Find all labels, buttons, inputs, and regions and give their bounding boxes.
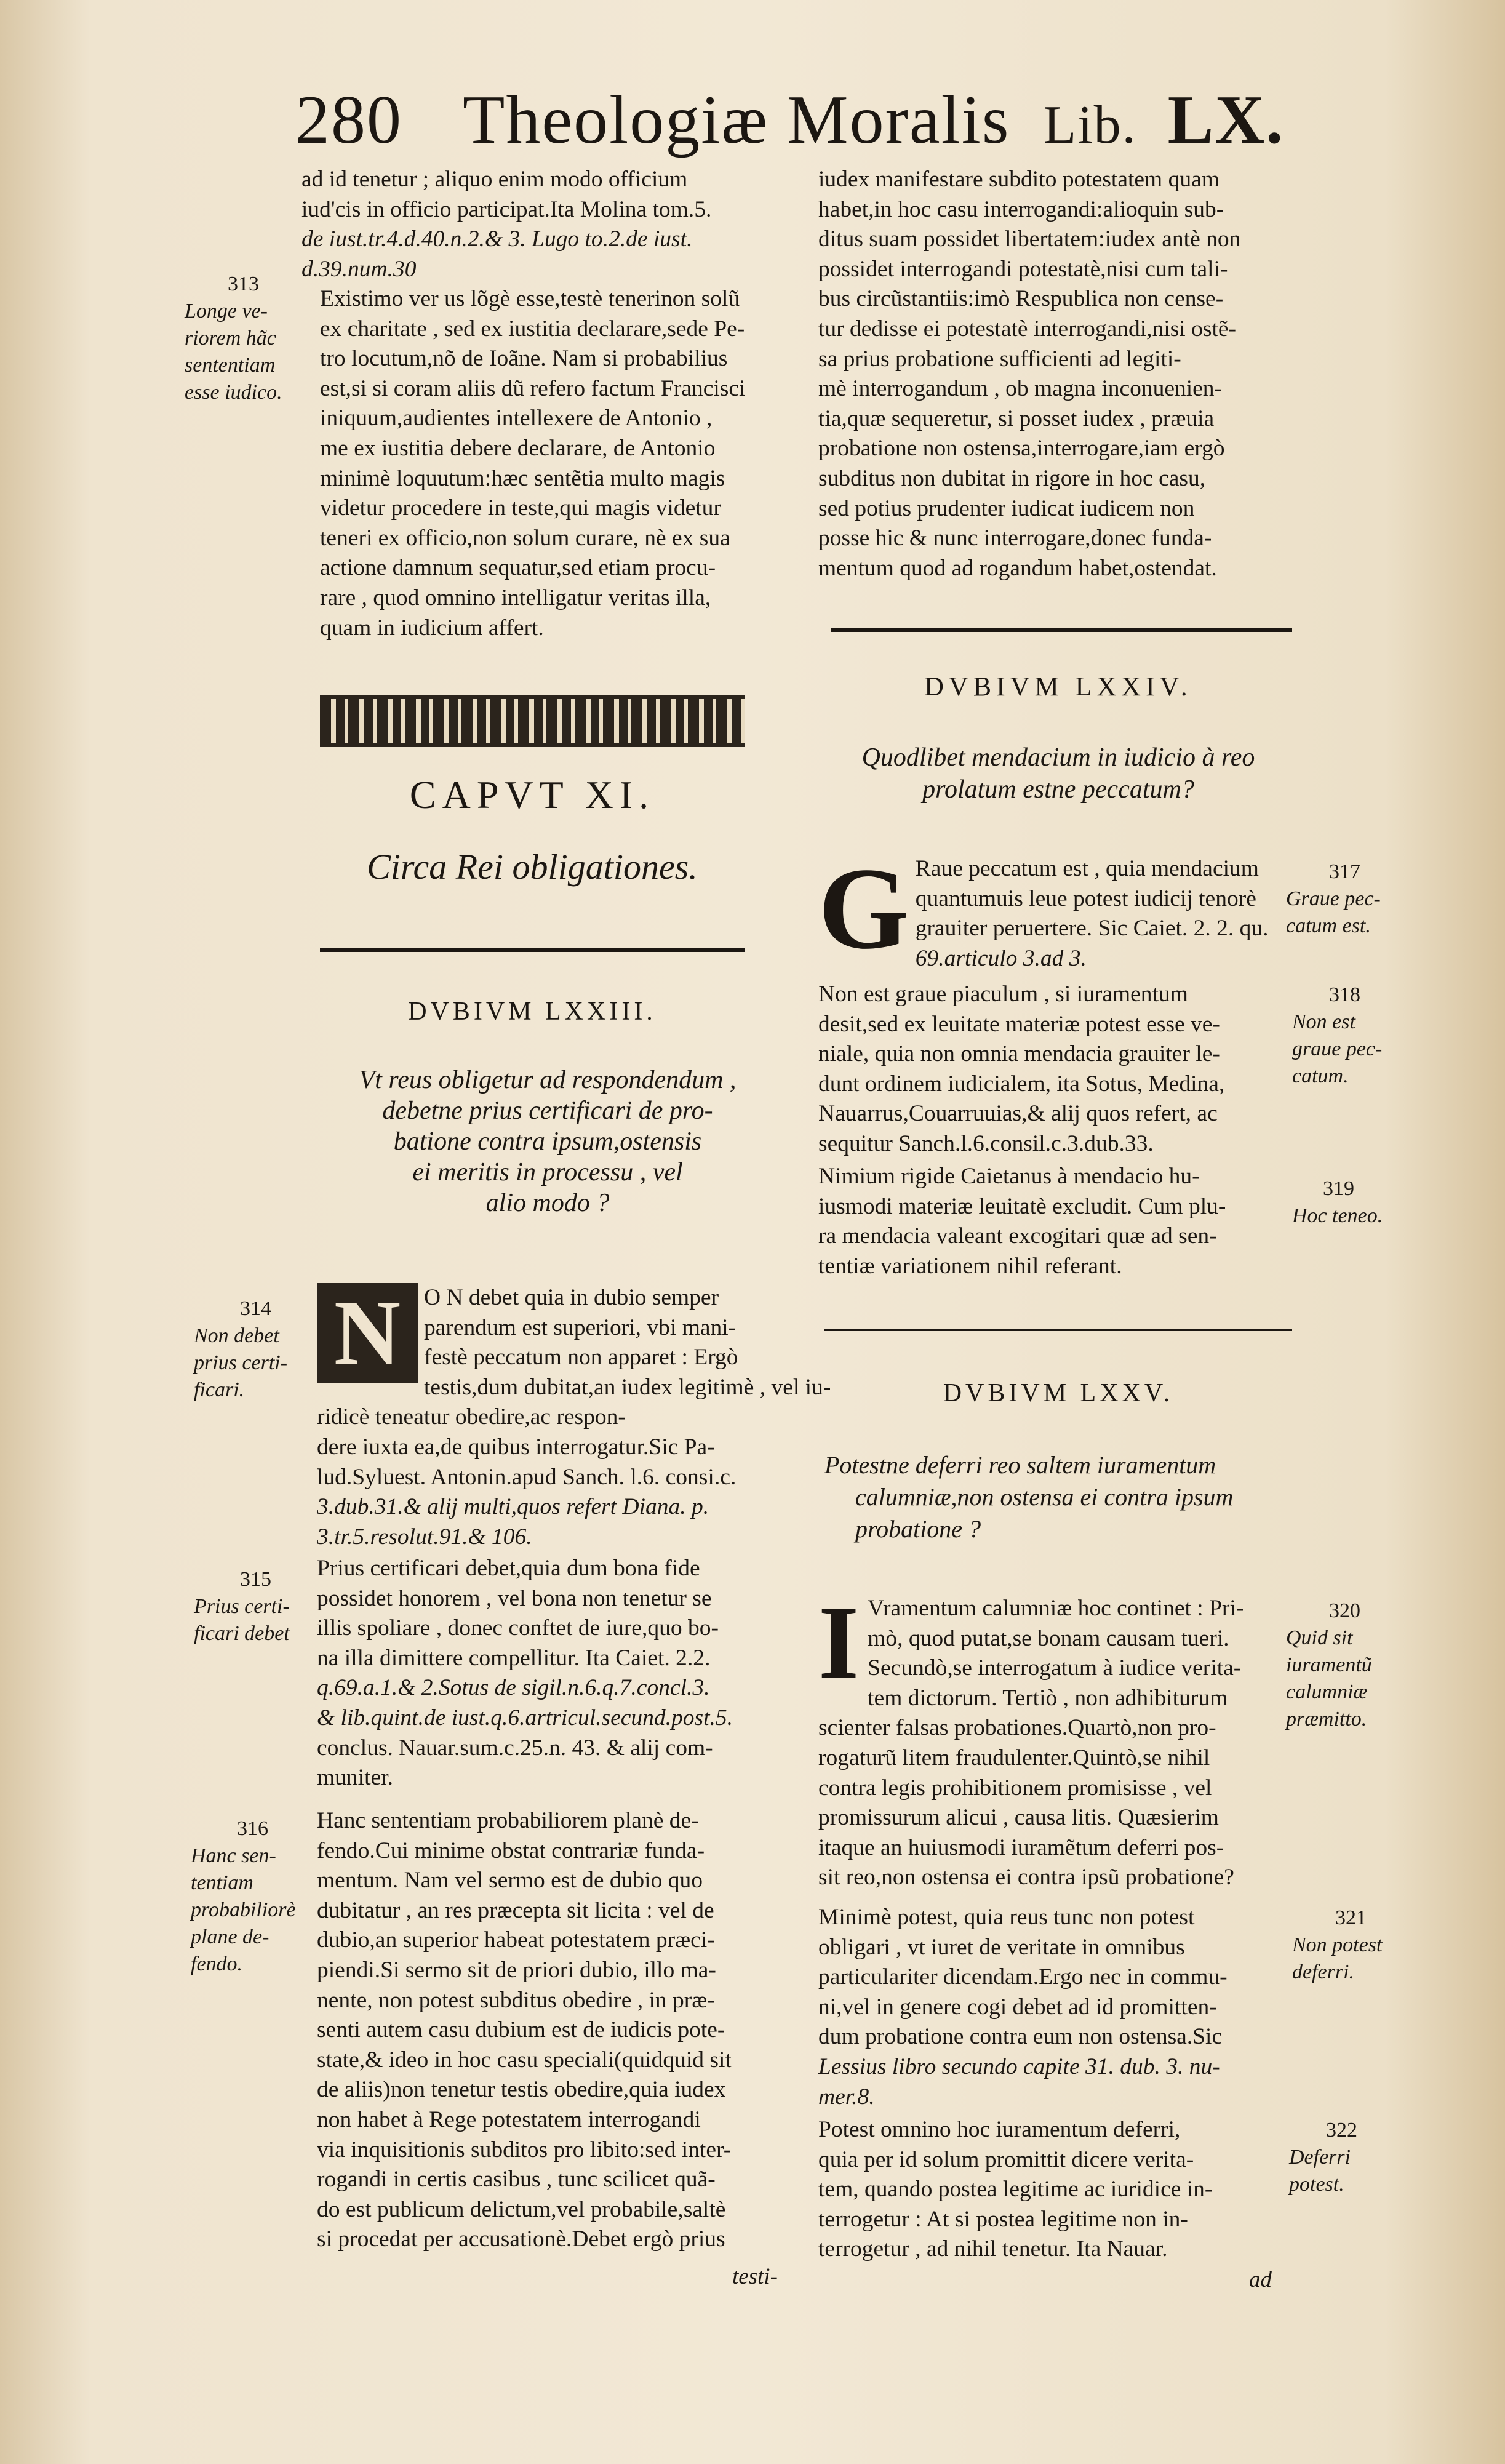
margin-note-316 xyxy=(191,1815,296,1978)
text-line: tentiæ variationem nihil referant. xyxy=(818,1253,1122,1279)
margin-line: prius certi- xyxy=(194,1351,288,1374)
text-line: mentum. Nam vel sermo est de dubio quo xyxy=(317,1868,703,1894)
margin-note-314 xyxy=(194,1295,287,1404)
question-lxxv xyxy=(824,1449,1292,1545)
margin-note-319 xyxy=(1292,1175,1383,1230)
margin-note-317 xyxy=(1286,858,1381,940)
left-opening xyxy=(301,165,788,284)
text-line: ad id tenetur ; aliquo enim modo officium xyxy=(301,167,688,192)
margin-number: 317 xyxy=(1329,860,1360,883)
text-line: habet,in hoc casu interrogandi:alioquin sub- xyxy=(818,196,1224,222)
decorative-headpiece xyxy=(320,695,745,747)
question-line: calumniæ,non ostensa ei contra ipsum xyxy=(855,1483,1234,1511)
margin-note-320 xyxy=(1286,1598,1372,1733)
text-line: 3.dub.31.& alij multi,quos refert Diana. p. xyxy=(317,1494,709,1520)
section-rule xyxy=(831,628,1292,632)
paragraph-313 xyxy=(320,284,806,643)
text-line: scienter falsas probationes.Quartò,non pro- xyxy=(818,1715,1216,1741)
margin-line: Graue pec- xyxy=(1286,887,1381,910)
text-line: bus circũstantiis:imò Respublica non cense- xyxy=(818,286,1224,312)
text-line: q.69.a.1.& 2.Sotus de sigil.n.6.q.7.concl.3. xyxy=(317,1675,710,1701)
text-line: fendo.Cui minime obstat contrariæ funda- xyxy=(317,1838,705,1863)
dubium-heading: DVBIVM LXXIV. xyxy=(924,671,1192,702)
running-lib: Lib. xyxy=(1043,95,1137,155)
running-header xyxy=(295,80,1285,160)
question-line: Potestne deferri reo saltem iuramentum xyxy=(824,1451,1216,1479)
text-line: iudex manifestare subdito potestatem quam xyxy=(818,167,1220,192)
paragraph-321 xyxy=(818,1903,1298,2112)
question-lxxiv xyxy=(824,742,1292,806)
paragraph-319 xyxy=(818,1162,1298,1281)
margin-note-318 xyxy=(1292,982,1382,1090)
text-line: Vramentum calumniæ hoc continet : Pri- xyxy=(868,1596,1244,1621)
text-line: tro locutum,nõ de Ioãne. Nam si probabilius xyxy=(320,346,728,372)
text-line: Non est graue piaculum , si iuramentum xyxy=(818,982,1188,1007)
margin-line: fendo. xyxy=(191,1953,243,1975)
text-line: dubio,an superior habeat potestatem præci- xyxy=(317,1927,715,1953)
text-line: possidet honorem , vel bona non tenetur se xyxy=(317,1585,712,1611)
text-line: tia,quæ sequeretur, si posset iudex , præuia xyxy=(818,406,1215,431)
text-line: ni,vel in genere cogi debet ad id promitten- xyxy=(818,1994,1217,2020)
text-line: terrogetur : At si postea legitime non in- xyxy=(818,2206,1188,2232)
text-line: contra legis prohibitionem promisisse , vel xyxy=(818,1775,1212,1801)
text-line: lud.Syluest. Antonin.apud Sanch. l.6. consi.c. xyxy=(317,1464,737,1490)
text-line: dum probatione contra eum non ostensa.Sic xyxy=(818,2024,1223,2050)
text-line: parendum est superiori, vbi mani- xyxy=(424,1314,737,1340)
text-line: piendi.Si sermo sit de priori dubio, illo ma- xyxy=(317,1957,716,1983)
text-line: iud'cis in officio participat.Ita Molina tom.5. xyxy=(301,196,712,222)
text-line: actione damnum sequatur,sed etiam procu- xyxy=(320,555,716,581)
text-line: sa prius probatione sufficienti ad legiti- xyxy=(818,346,1181,372)
text-line: nente, non potest subditus obedire , in præ- xyxy=(317,1987,715,2013)
margin-number: 316 xyxy=(237,1817,268,1840)
margin-line: esse iudico. xyxy=(185,381,282,404)
margin-number: 313 xyxy=(228,273,259,295)
text-line: Existimo ver us lõgè esse,testè tenerinon solũ xyxy=(320,286,740,311)
text-line: rogandi in certis casibus , tunc scilicet quã- xyxy=(317,2167,716,2193)
margin-line: riorem hãc xyxy=(185,327,276,350)
text-line: conclus. Nauar.sum.c.25.n. 43. & alij com- xyxy=(317,1735,713,1761)
margin-line: tentiam xyxy=(191,1871,253,1894)
margin-note-321 xyxy=(1292,1905,1382,1986)
dubium-heading: DVBIVM LXXV. xyxy=(943,1379,1174,1407)
text-line: dubitatur , an res præcepta sit licita : vel de xyxy=(317,1897,714,1923)
text-line: ra mendacia valeant excogitari quæ ad sen- xyxy=(818,1223,1217,1249)
margin-line: Deferri xyxy=(1289,2146,1351,2169)
text-line: de iust.tr.4.d.40.n.2.& 3. Lugo to.2.de iust. xyxy=(301,226,693,252)
text-line: terrogetur , ad nihil tenetur. Ita Nauar. xyxy=(818,2236,1168,2262)
text-line: minimè loquutum:hæc sentẽtia multo magis xyxy=(320,465,725,491)
text-line: illis spoliare , donec conftet de iure,quo bo- xyxy=(317,1615,719,1641)
margin-line: Non potest xyxy=(1292,1934,1383,1956)
paragraph-314 xyxy=(317,1282,831,1552)
question-line: debetne prius certificari de pro- xyxy=(382,1097,713,1125)
drop-cap: I xyxy=(818,1585,860,1700)
paragraph-320 xyxy=(818,1585,1298,1893)
text-line: mè interrogandum , ob magna inconuenien- xyxy=(818,376,1223,402)
text-line: iusmodi materiæ leuitatè excludit. Cum plu- xyxy=(818,1193,1226,1219)
running-book-number: LX. xyxy=(1167,82,1285,158)
text-line: do est publicum delictum,vel probabile,saltè xyxy=(317,2196,726,2222)
paragraph-317 xyxy=(818,844,1298,974)
text-line: Nauarrus,Couarruuias,& alij quos refert, ac xyxy=(818,1101,1218,1127)
text-line: sequitur Sanch.l.6.consil.c.3.dub.33. xyxy=(818,1130,1154,1156)
text-line: muniter. xyxy=(317,1765,393,1791)
margin-line: iuramentũ xyxy=(1286,1654,1372,1676)
margin-line: præmitto. xyxy=(1286,1708,1367,1730)
text-line: quantumuis leue potest iudicij tenorè xyxy=(915,886,1256,911)
right-opening xyxy=(818,165,1298,583)
chapter-heading: CAPVT XI. xyxy=(409,773,655,817)
drop-cap: N xyxy=(317,1283,418,1383)
text-line: est,si si coram aliis dũ refero factum Francisci xyxy=(320,375,746,401)
text-line: sed potius prudenter iudicat iudicem non xyxy=(818,495,1195,521)
text-line: ex charitate , sed ex iustitia declarare,sede Pe- xyxy=(320,316,745,342)
margin-line: ficari. xyxy=(194,1378,245,1401)
margin-line: catum est. xyxy=(1286,914,1371,937)
question-lxxiii xyxy=(308,1065,788,1218)
margin-line: Non debet xyxy=(194,1324,279,1347)
chapter-subtitle: Circa Rei obligationes. xyxy=(367,847,698,887)
text-line: Prius certificari debet,quia dum bona fide xyxy=(317,1556,700,1581)
text-line: posse hic & nunc interrogare,donec funda- xyxy=(818,526,1212,551)
text-line: iniquum,audientes intellexere de Antonio , xyxy=(320,406,713,431)
margin-line: calumniæ xyxy=(1286,1681,1368,1703)
question-line: ei meritis in processu , vel xyxy=(412,1158,683,1186)
text-line: videtur procedere in teste,qui magis videtur xyxy=(320,495,721,521)
text-line: promissurum alicui , causa litis. Quæsierim xyxy=(818,1805,1219,1831)
catchword-right: ad xyxy=(1249,2267,1272,2292)
question-line: alio modo ? xyxy=(485,1189,610,1217)
margin-line: Prius certi- xyxy=(194,1595,290,1618)
text-line: 69.articulo 3.ad 3. xyxy=(915,945,1087,971)
text-line: Secundò,se interrogatum à iudice verita- xyxy=(868,1655,1242,1681)
margin-line: deferri. xyxy=(1292,1961,1355,1983)
catchword-left: testi- xyxy=(732,2264,778,2289)
text-line: tur dedisse ei potestatè interrogandi,nisi ostẽ- xyxy=(818,316,1236,342)
margin-line: Hoc teneo. xyxy=(1292,1204,1383,1227)
page-number: 280 xyxy=(295,82,402,158)
question-line: probatione ? xyxy=(855,1515,981,1543)
text-line: tem, quando postea legitime ac iuridice in- xyxy=(818,2177,1213,2202)
margin-line: catum. xyxy=(1292,1065,1349,1087)
text-line: mò, quod putat,se bonam causam tueri. xyxy=(868,1625,1229,1651)
margin-number: 315 xyxy=(240,1568,271,1591)
text-line: me ex iustitia debere declarare, de Antonio xyxy=(320,435,716,461)
margin-note-315 xyxy=(194,1566,290,1647)
text-line: non habet à Rege potestatem interrogandi xyxy=(317,2106,701,2132)
paragraph-322 xyxy=(818,2115,1298,2265)
margin-line: graue pec- xyxy=(1292,1038,1383,1060)
margin-line: Quid sit xyxy=(1286,1626,1353,1649)
text-line: de aliis)non tenetur testis obedire,quia iudex xyxy=(317,2077,726,2103)
margin-line: plane de- xyxy=(191,1926,269,1948)
text-line: grauiter peruertere. Sic Caiet. 2. 2. qu. xyxy=(915,916,1269,942)
text-line: dere iuxta ea,de quibus interrogatur.Sic Pa- xyxy=(317,1434,715,1460)
paragraph-316 xyxy=(317,1806,803,2255)
margin-number: 319 xyxy=(1323,1177,1354,1200)
text-line: ridicè teneatur obedire,ac respon- xyxy=(317,1404,626,1430)
text-line: desit,sed ex leuitate materiæ potest esse ve- xyxy=(818,1011,1220,1037)
text-line: festè peccatum non apparet : Ergò xyxy=(424,1345,738,1370)
text-line: testis,dum dubitat,an iudex legitimè , vel iu- xyxy=(424,1374,831,1400)
text-line: Minimè potest, quia reus tunc non potest xyxy=(818,1905,1195,1930)
drop-cap: G xyxy=(818,844,909,974)
text-line: probatione non ostensa,interrogare,iam ergò xyxy=(818,436,1225,462)
text-line: particulariter dicendam.Ergo nec in commu- xyxy=(818,1964,1228,1990)
paragraph-315 xyxy=(317,1554,803,1793)
text-line: & lib.quint.de iust.q.6.artricul.secund.post.5. xyxy=(317,1705,733,1730)
text-line: sit reo,non ostensa ei contra ipsũ probatione? xyxy=(818,1865,1234,1890)
section-rule xyxy=(824,1329,1292,1331)
paragraph-318 xyxy=(818,980,1298,1159)
margin-line: potest. xyxy=(1289,2173,1344,2196)
margin-number: 322 xyxy=(1326,2119,1357,2142)
running-title: Theologiæ Moralis xyxy=(462,82,1010,158)
question-line: Quodlibet mendacium in iudicio à reo xyxy=(861,743,1255,772)
text-line: na illa dimittere compellitur. Ita Caiet. 2.2. xyxy=(317,1645,711,1671)
text-line: Nimium rigide Caietanus à mendacio hu- xyxy=(818,1164,1200,1189)
text-line: possidet interrogandi potestatè,nisi cum tali- xyxy=(818,256,1228,282)
text-line: teneri ex officio,non solum curare, nè ex sua xyxy=(320,525,730,551)
text-line: Lessius libro secundo capite 31. dub. 3. nu- xyxy=(818,2054,1220,2079)
dubium-heading: DVBIVM LXXIII. xyxy=(408,998,657,1026)
text-line: state,& ideo in hoc casu speciali(quidquid sit xyxy=(317,2047,732,2073)
text-line: ditus suam possidet libertatem:iudex antè non xyxy=(818,226,1241,252)
text-line: rare , quod omnino intelligatur veritas illa, xyxy=(320,585,711,610)
text-line: tem dictorum. Tertiò , non adhibiturum xyxy=(868,1685,1228,1711)
margin-note-322 xyxy=(1289,2117,1357,2198)
text-line: subditus non dubitat in rigore in hoc casu, xyxy=(818,465,1206,491)
text-line: Raue peccatum est , quia mendacium xyxy=(915,856,1259,881)
text-line: mer.8. xyxy=(818,2084,875,2110)
margin-note-313 xyxy=(185,271,282,406)
text-line: si procedat per accusationè.Debet ergò prius xyxy=(317,2226,725,2252)
text-line: d.39.num.30 xyxy=(301,256,417,282)
margin-line: ficari debet xyxy=(194,1622,290,1645)
margin-number: 320 xyxy=(1329,1599,1360,1622)
text-line: O N debet quia in dubio semper xyxy=(424,1285,719,1310)
text-line: Potest omnino hoc iuramentum deferri, xyxy=(818,2117,1181,2142)
margin-line: Longe ve- xyxy=(185,300,268,322)
text-line: dunt ordinem iudicialem, ita Sotus, Medina, xyxy=(818,1071,1225,1097)
section-rule xyxy=(320,948,745,952)
text-line: 3.tr.5.resolut.91.& 106. xyxy=(317,1524,532,1550)
text-line: rogaturũ litem fraudulenter.Quintò,se nihil xyxy=(818,1745,1210,1770)
margin-line: probabiliorè xyxy=(191,1898,296,1921)
text-line: via inquisitionis subditos pro libito:sed inter- xyxy=(317,2137,732,2162)
margin-line: Hanc sen- xyxy=(191,1844,276,1867)
text-line: senti autem casu dubium est de iudicis pote- xyxy=(317,2017,725,2043)
question-line: batione contra ipsum,ostensis xyxy=(393,1127,702,1156)
margin-number: 318 xyxy=(1329,983,1360,1006)
text-line: quia per id solum promittit dicere verita- xyxy=(818,2146,1194,2172)
question-line: Vt reus obligetur ad respondendum , xyxy=(359,1066,737,1094)
text-line: mentum quod ad rogandum habet,ostendat. xyxy=(818,555,1217,581)
margin-line: sententiam xyxy=(185,354,276,377)
margin-number: 314 xyxy=(240,1297,271,1320)
text-line: obligari , vt iuret de veritate in omnibus xyxy=(818,1934,1185,1960)
margin-number: 321 xyxy=(1335,1906,1367,1929)
text-line: niale, quia non omnia mendacia grauiter le- xyxy=(818,1041,1220,1067)
text-line: Hanc sententiam probabiliorem planè de- xyxy=(317,1808,699,1833)
text-line: quam in iudicium affert. xyxy=(320,615,544,641)
question-line: prolatum estne peccatum? xyxy=(922,775,1194,804)
margin-line: Non est xyxy=(1292,1010,1355,1033)
text-line: itaque an huiusmodi iuramẽtum deferri pos- xyxy=(818,1834,1224,1860)
